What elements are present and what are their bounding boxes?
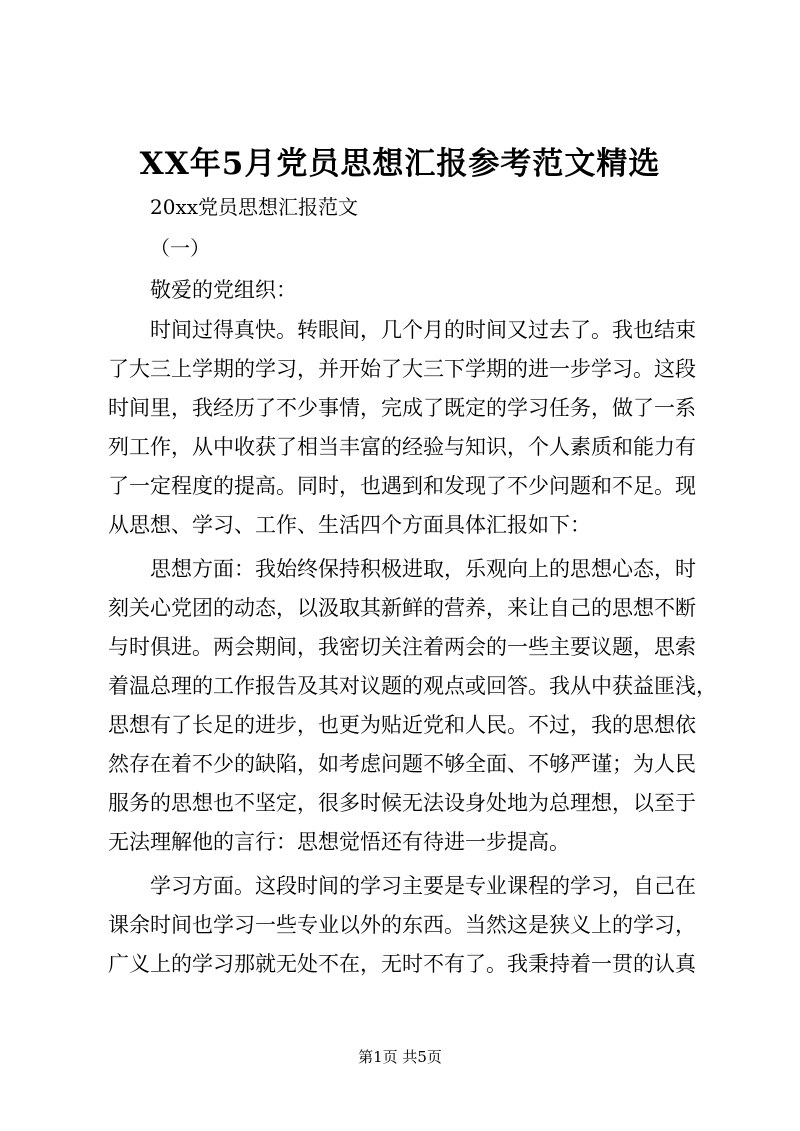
paragraph-line: 时间里，我经历了不少事情，完成了既定的学习任务，做了一系 (108, 396, 696, 420)
paragraph-line: 刻关心党团的动态，以汲取其新鲜的营养，来让自己的思想不断 (108, 596, 696, 620)
section-marker: （一） (150, 236, 210, 260)
page-footer: 第1页 共5页 (358, 1048, 442, 1066)
paragraph-line: 与时俱进。两会期间，我密切关注着两会的一些主要议题，思索 (108, 635, 696, 659)
paragraph-line: 了大三上学期的学习，并开始了大三下学期的进一步学习。这段 (108, 357, 696, 381)
paragraph-line: 列工作，从中收获了相当丰富的经验与知识，个人素质和能力有 (108, 435, 696, 459)
paragraph-line: 从思想、学习、工作、生活四个方面具体汇报如下： (108, 513, 591, 537)
paragraph-line: 思想方面：我始终保持积极进取，乐观向上的思想心态，时 (150, 557, 696, 581)
paragraph-line: 了一定程度的提高。同时，也遇到和发现了不少问题和不足。现 (108, 474, 696, 498)
paragraph-line: 服务的思想也不坚定，很多时候无法设身处地为总理想，以至于 (108, 791, 696, 815)
paragraph-line: 广义上的学习那就无处不在，无时不有了。我秉持着一贯的认真 (108, 952, 696, 976)
document-subtitle: 20xx党员思想汇报范文 (150, 195, 359, 219)
paragraph-line: 学习方面。这段时间的学习主要是专业课程的学习，自己在 (150, 874, 696, 898)
document-title: XX年5月党员思想汇报参考范文精选 (139, 146, 661, 182)
paragraph-line: 着温总理的工作报告及其对议题的观点或回答。我从中获益匪浅， (108, 674, 717, 698)
paragraph-line: 课余时间也学习一些专业以外的东西。当然这是狭义上的学习， (108, 913, 696, 937)
paragraph-line: 然存在着不少的缺陷，如考虑问题不够全面、不够严谨；为人民 (108, 752, 696, 776)
salutation: 敬爱的党组织： (150, 278, 297, 302)
paragraph-line: 思想有了长足的进步，也更为贴近党和人民。不过，我的思想依 (108, 713, 696, 737)
paragraph-line: 时间过得真快。转眼间，几个月的时间又过去了。我也结束 (150, 318, 696, 342)
paragraph-line: 无法理解他的言行：思想觉悟还有待进一步提高。 (108, 830, 570, 854)
